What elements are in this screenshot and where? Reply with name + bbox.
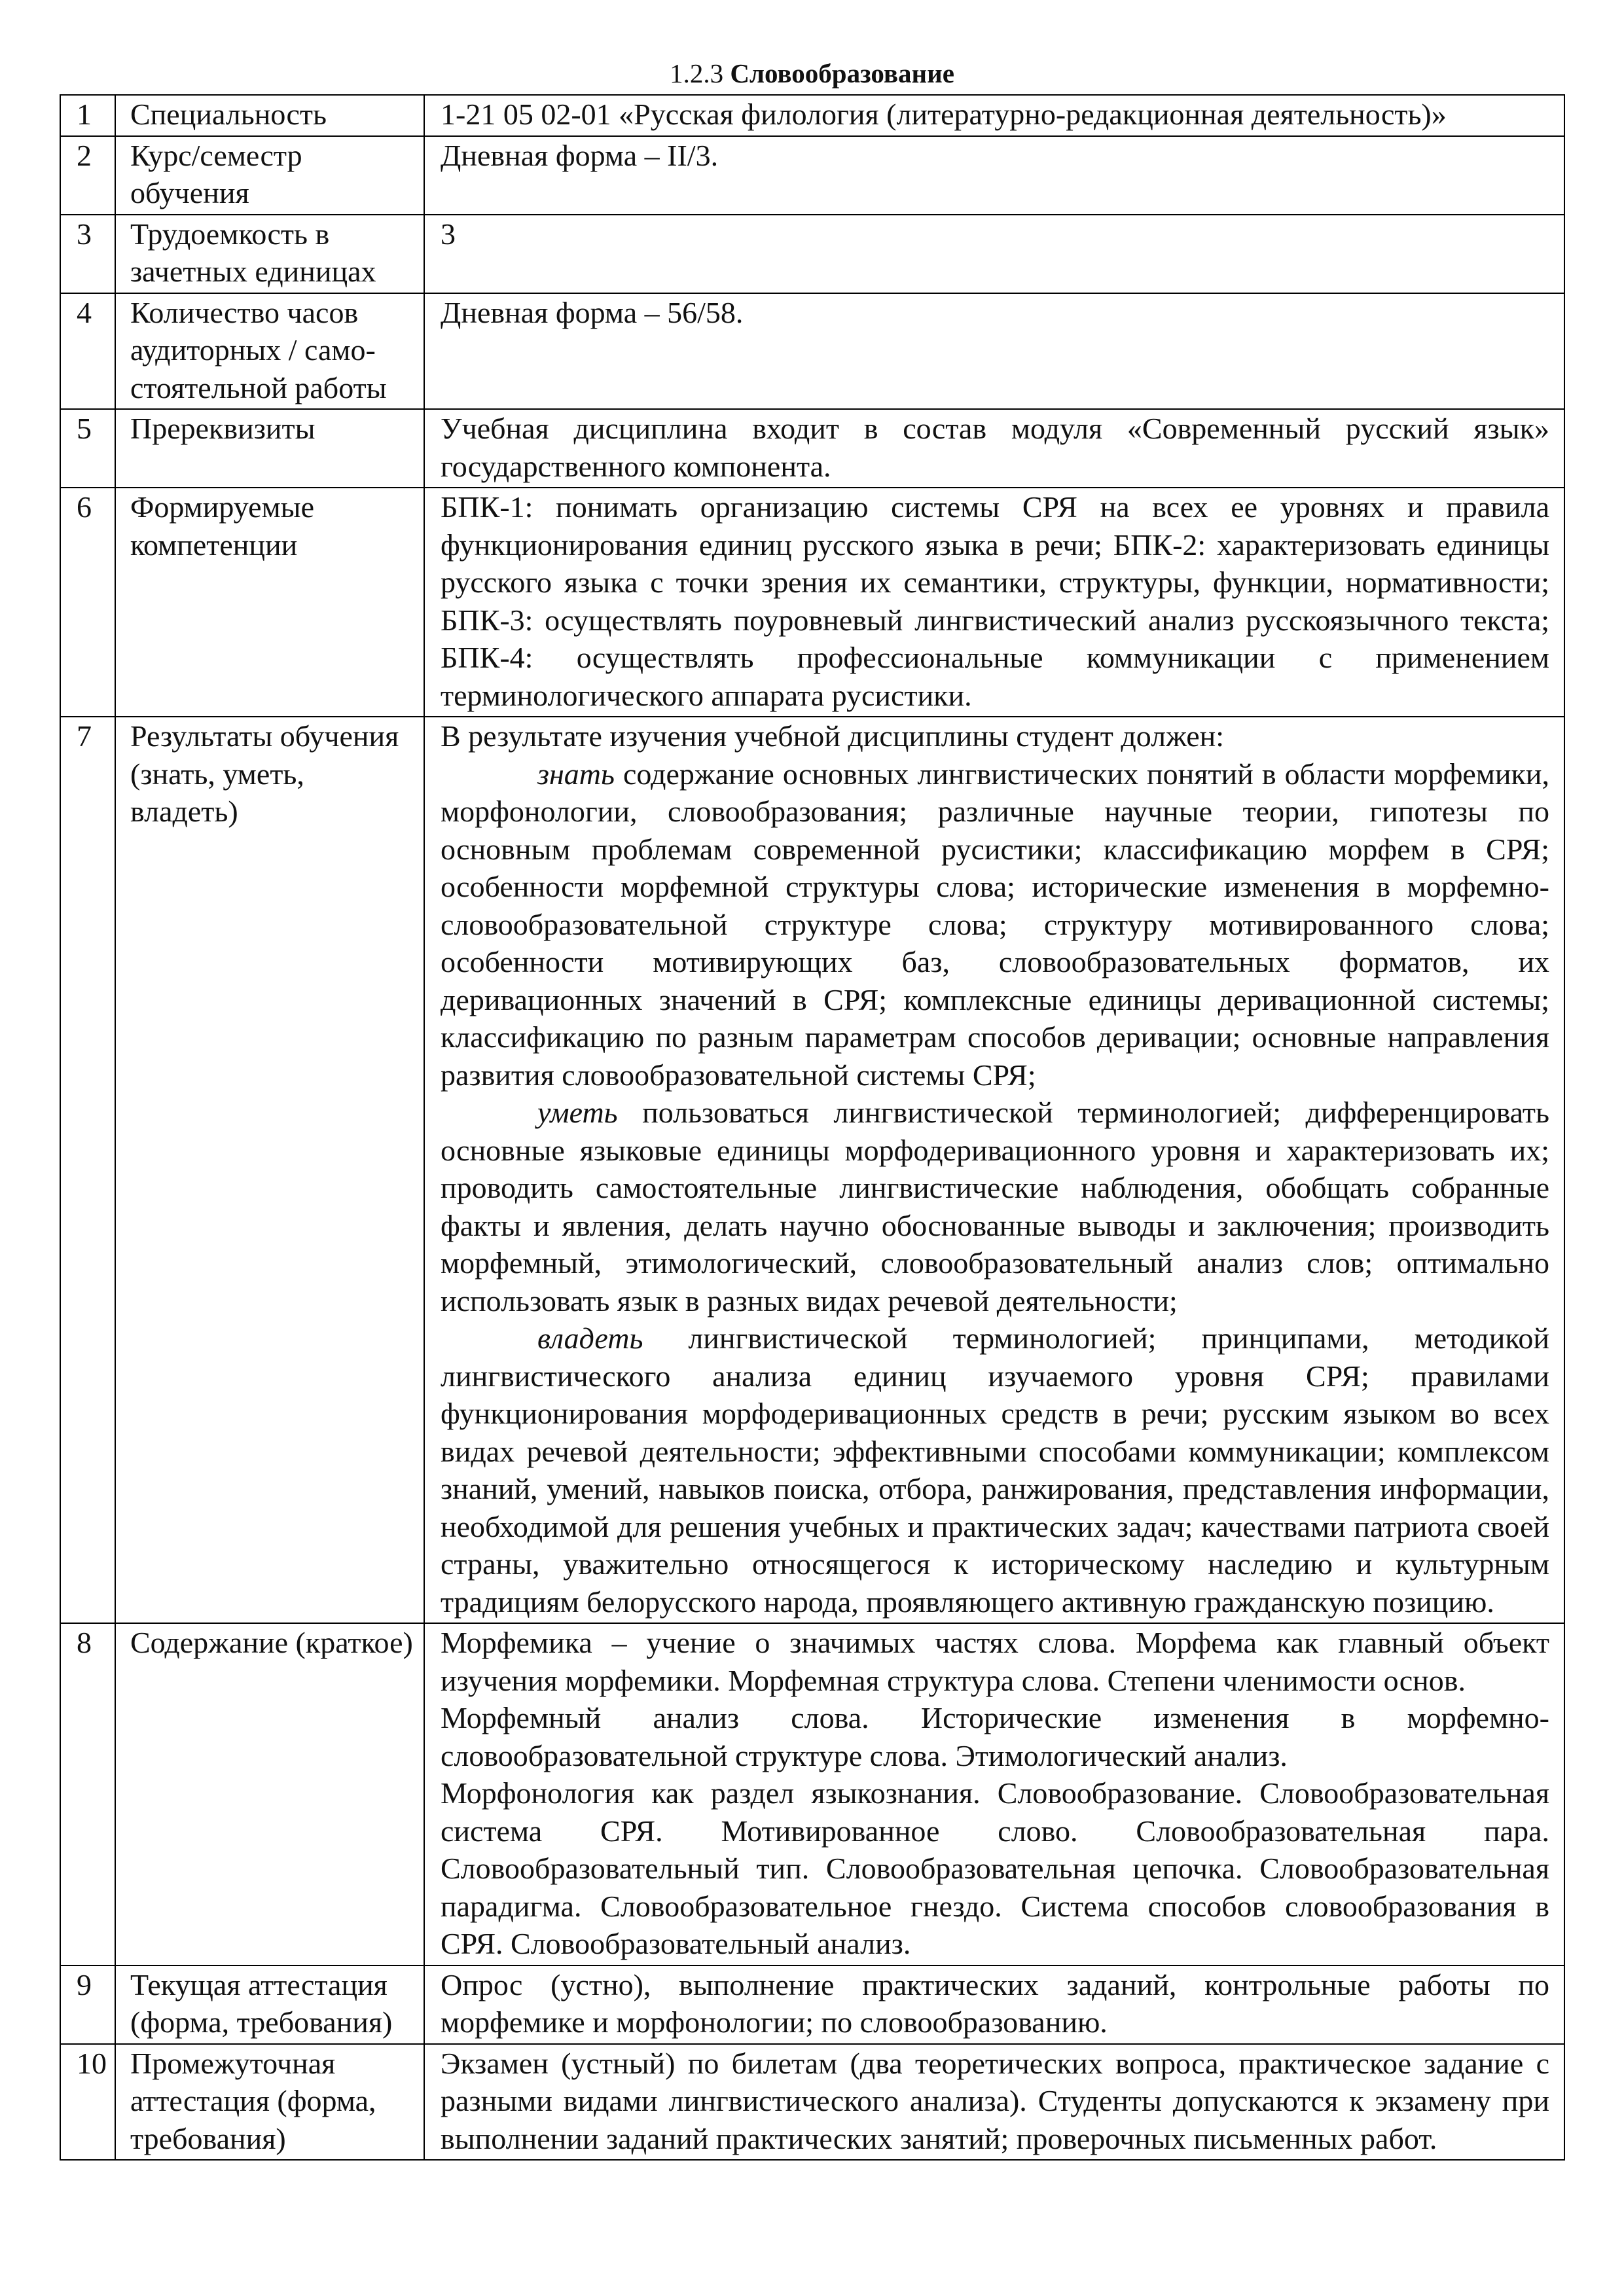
row-label: Курс/семестр обучения: [115, 136, 424, 215]
table-row: [60, 1623, 1564, 1965]
row-value: Опрос (устно), выполнение практических заданий, контрольные работы по морфемике и морфонологии; по словообразованию.: [424, 1965, 1564, 2044]
row-label: Специальность: [115, 95, 424, 136]
row-number: 3: [60, 215, 115, 293]
row-value: Учебная дисциплина входит в состав модуля «Современный русский язык» государственного компонента.: [424, 409, 1564, 488]
row-value: 3: [424, 215, 1564, 293]
row-value: Дневная форма – 56/58.: [424, 293, 1564, 410]
row-label: Содержание (краткое): [115, 1623, 424, 1965]
table-row: [60, 95, 1564, 136]
content-paragraph: Морфонология как раздел языкознания. Словообразование. Словообразовательная система СРЯ. Мотивированное слово. Словообразовательная пара. Словообразовательный тип. Словообразовательная цепочка. Словообразовательная парадигма. Словообразовательное гнездо. Система способов словообразования в СРЯ. Словообразовательный анализ.: [441, 1776, 1549, 1960]
row-value: 1-21 05 02-01 «Русская филология (литературно-редакционная деятельность)»: [424, 95, 1564, 136]
table-row: [60, 136, 1564, 215]
outcome-text: пользоваться лингвистической терминологией; дифференцировать основные языковые единицы морфодеривационного уровня и характеризовать их; проводить самостоятельные лингвистические наблюдения, обобщать собранные факты и явления, делать научно обоснованные выводы и заключения; производить морфемный, этимологический, словообразовательный анализ слов; оптимально использовать язык в разных видах речевой деятельности;: [441, 1096, 1549, 1318]
outcome-able: [441, 1094, 1549, 1319]
table-row: [60, 2044, 1564, 2161]
row-number: 10: [60, 2044, 115, 2161]
outcome-term: владеть: [537, 1321, 643, 1355]
row-number: 6: [60, 488, 115, 717]
section-title: Словообразование: [730, 58, 954, 88]
content-paragraph: Морфемика – учение о значимых частях слова. Морфема как главный объект изучения морфемики. Морфемная структура слова. Степени членимости основ.: [441, 1626, 1549, 1697]
row-number: 2: [60, 136, 115, 215]
row-value: БПК-1: понимать организацию системы СРЯ на всех ее уровнях и правила функционирования единиц русского языка в речи; БПК-2: характеризовать единицы русского языка с точки зрения их семантики, структуры, функции, нормативности; БПК-3: осуществлять поуровневый лингвистический анализ русскоязычного текста; БПК-4: осуществлять профессиональные коммуникации с применением терминологического аппарата русистики.: [424, 488, 1564, 717]
outcome-term: уметь: [537, 1096, 618, 1129]
learning-outcomes: [424, 717, 1564, 1623]
row-number: 7: [60, 717, 115, 1623]
table-row: [60, 215, 1564, 293]
page-title: [0, 55, 1624, 92]
outcome-term: знать: [537, 757, 615, 791]
section-number: 1.2.3: [670, 58, 724, 88]
table-row: [60, 488, 1564, 717]
row-label: Количество часов аудиторных / само-стоятельной работы: [115, 293, 424, 410]
row-label: Трудоемкость в зачетных единицах: [115, 215, 424, 293]
row-number: 5: [60, 409, 115, 488]
row-label: Формируемые компетенции: [115, 488, 424, 717]
row-number: 4: [60, 293, 115, 410]
table-row: [60, 409, 1564, 488]
outcome-own: [441, 1319, 1549, 1621]
row-label: Результаты обучения (знать, уметь, владеть): [115, 717, 424, 1623]
row-label: Текущая аттестация (форма, требования): [115, 1965, 424, 2044]
row-label: Пререквизиты: [115, 409, 424, 488]
row-number: 1: [60, 95, 115, 136]
row-label: Промежуточная аттестация (форма, требования): [115, 2044, 424, 2161]
row-number: 9: [60, 1965, 115, 2044]
outcome-know: [441, 755, 1549, 1094]
outcome-text: содержание основных лингвистических понятий в области морфемики, морфонологии, словообразования; различные научные теории, гипотезы по основным проблемам современной русистики; классификацию морфем в СРЯ; особенности морфемной структуры слова; исторические изменения в морфемно-словообразовательной структуре слова; структуру мотивированного слова; особенности мотивирующих баз, словообразовательных форматов, их деривационных значений в СРЯ; комплексные единицы деривационной системы; классификацию по разным параметрам способов деривации; основные направления развития словообразовательной системы СРЯ;: [441, 757, 1549, 1092]
row-value: Экзамен (устный) по билетам (два теоретических вопроса, практическое задание с разными видами лингвистического анализа). Студенты допускаются к экзамену при выполнении заданий практических занятий; проверочных письменных работ.: [424, 2044, 1564, 2161]
row-value: Дневная форма – II/3.: [424, 136, 1564, 215]
table-row: [60, 293, 1564, 410]
table-row: [60, 1965, 1564, 2044]
outcome-text: лингвистической терминологией; принципами, методикой лингвистического анализа единиц изучаемого уровня СРЯ; правилами функционирования морфодеривационных средств в речи; русским языком во всех видах речевой деятельности; эффективными способами коммуникации; комплексом знаний, умений, навыков поиска, отбора, ранжирования, представления информации, необходимой для решения учебных и практических задач; качествами патриота своей страны, уважительно относящегося к историческому наследию и культурным традициям белорусского народа, проявляющего активную гражданскую позицию.: [441, 1321, 1549, 1619]
row-number: 8: [60, 1623, 115, 1965]
course-info-table: [60, 94, 1565, 2161]
content-paragraph: Морфемный анализ слова. Исторические изменения в морфемно-словообразовательной структуре слова. Этимологический анализ.: [441, 1701, 1549, 1772]
course-content: [424, 1623, 1564, 1965]
table-row: [60, 717, 1564, 1623]
outcomes-intro: В результате изучения учебной дисциплины студент должен:: [441, 719, 1225, 753]
